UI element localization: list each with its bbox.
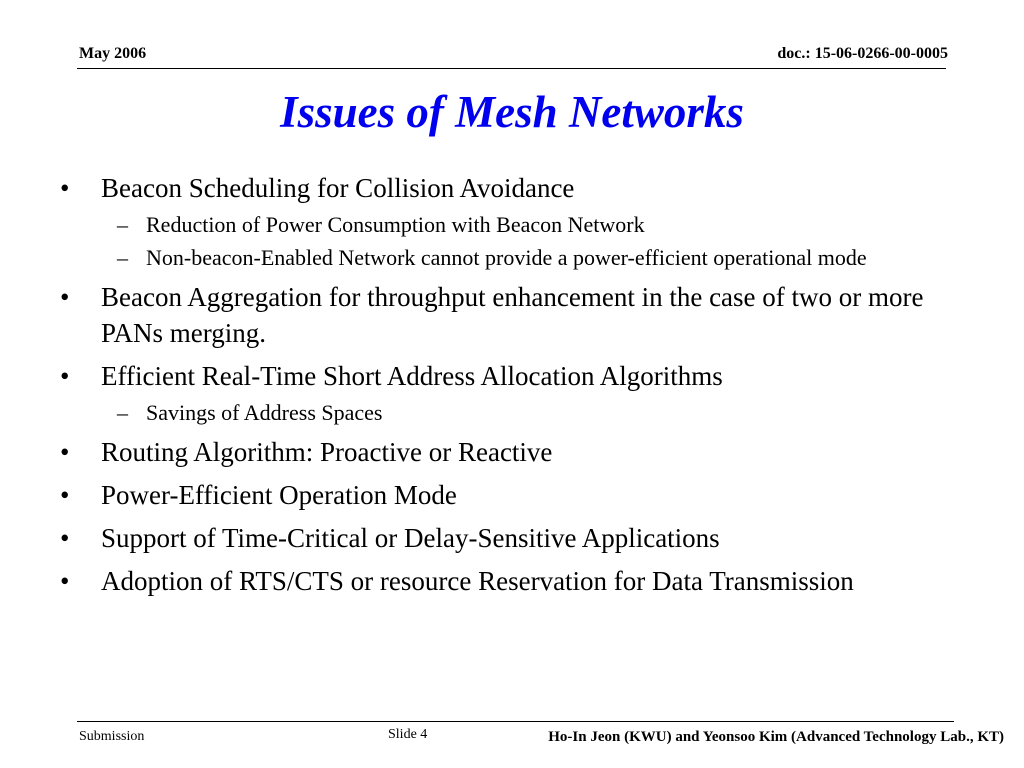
bullet-dot-icon: • <box>60 437 70 467</box>
slide-content <box>60 170 960 599</box>
bullet-text: Support of Time-Critical or Delay-Sensitive Applications <box>101 523 720 553</box>
sub-bullet-text: Reduction of Power Consumption with Beacon Network <box>146 212 645 237</box>
bullet-dot-icon: • <box>60 173 70 203</box>
bullet-text: Adoption of RTS/CTS or resource Reservation for Data Transmission <box>101 566 854 596</box>
bullet-dot-icon: • <box>60 361 70 391</box>
bullet-text: Beacon Aggregation for throughput enhancement in the case of two or more PANs merging. <box>101 282 924 348</box>
footer-authors: Ho-In Jeon (KWU) and Yeonsoo Kim (Advanced Technology Lab., KT) <box>548 729 1004 745</box>
bullet-item <box>60 279 960 351</box>
header-date: May 2006 <box>79 45 147 62</box>
bullet-dot-icon: • <box>60 282 70 312</box>
bullet-item <box>60 477 960 513</box>
bullet-text: Beacon Scheduling for Collision Avoidance <box>101 173 575 203</box>
footer-submission: Submission <box>79 729 145 744</box>
bullet-dot-icon: • <box>60 480 70 510</box>
bullet-item <box>60 520 960 556</box>
slide-number: Slide 4 <box>388 727 428 742</box>
bullet-dot-icon: • <box>60 523 70 553</box>
bullet-dot-icon: • <box>60 566 70 596</box>
bullet-item <box>60 170 960 206</box>
sub-bullet-item <box>60 210 960 239</box>
sub-bullet-text: Savings of Address Spaces <box>146 400 383 425</box>
header-doc-id: doc.: 15-06-0266-00-0005 <box>777 45 948 62</box>
footer-divider <box>77 721 954 722</box>
dash-icon: – <box>117 245 128 270</box>
dash-icon: – <box>117 400 128 425</box>
sub-bullet-text: Non-beacon-Enabled Network cannot provide a power-efficient operational mode <box>146 245 867 270</box>
bullet-item <box>60 434 960 470</box>
bullet-item <box>60 563 960 599</box>
bullet-text: Power-Efficient Operation Mode <box>101 480 457 510</box>
header-divider <box>77 68 946 69</box>
sub-bullet-item <box>60 398 960 427</box>
bullet-item <box>60 358 960 394</box>
slide-title: Issues of Mesh Networks <box>280 87 744 137</box>
dash-icon: – <box>117 212 128 237</box>
bullet-text: Efficient Real-Time Short Address Allocation Algorithms <box>101 361 723 391</box>
bullet-text: Routing Algorithm: Proactive or Reactive <box>101 437 553 467</box>
sub-bullet-item <box>60 243 960 272</box>
